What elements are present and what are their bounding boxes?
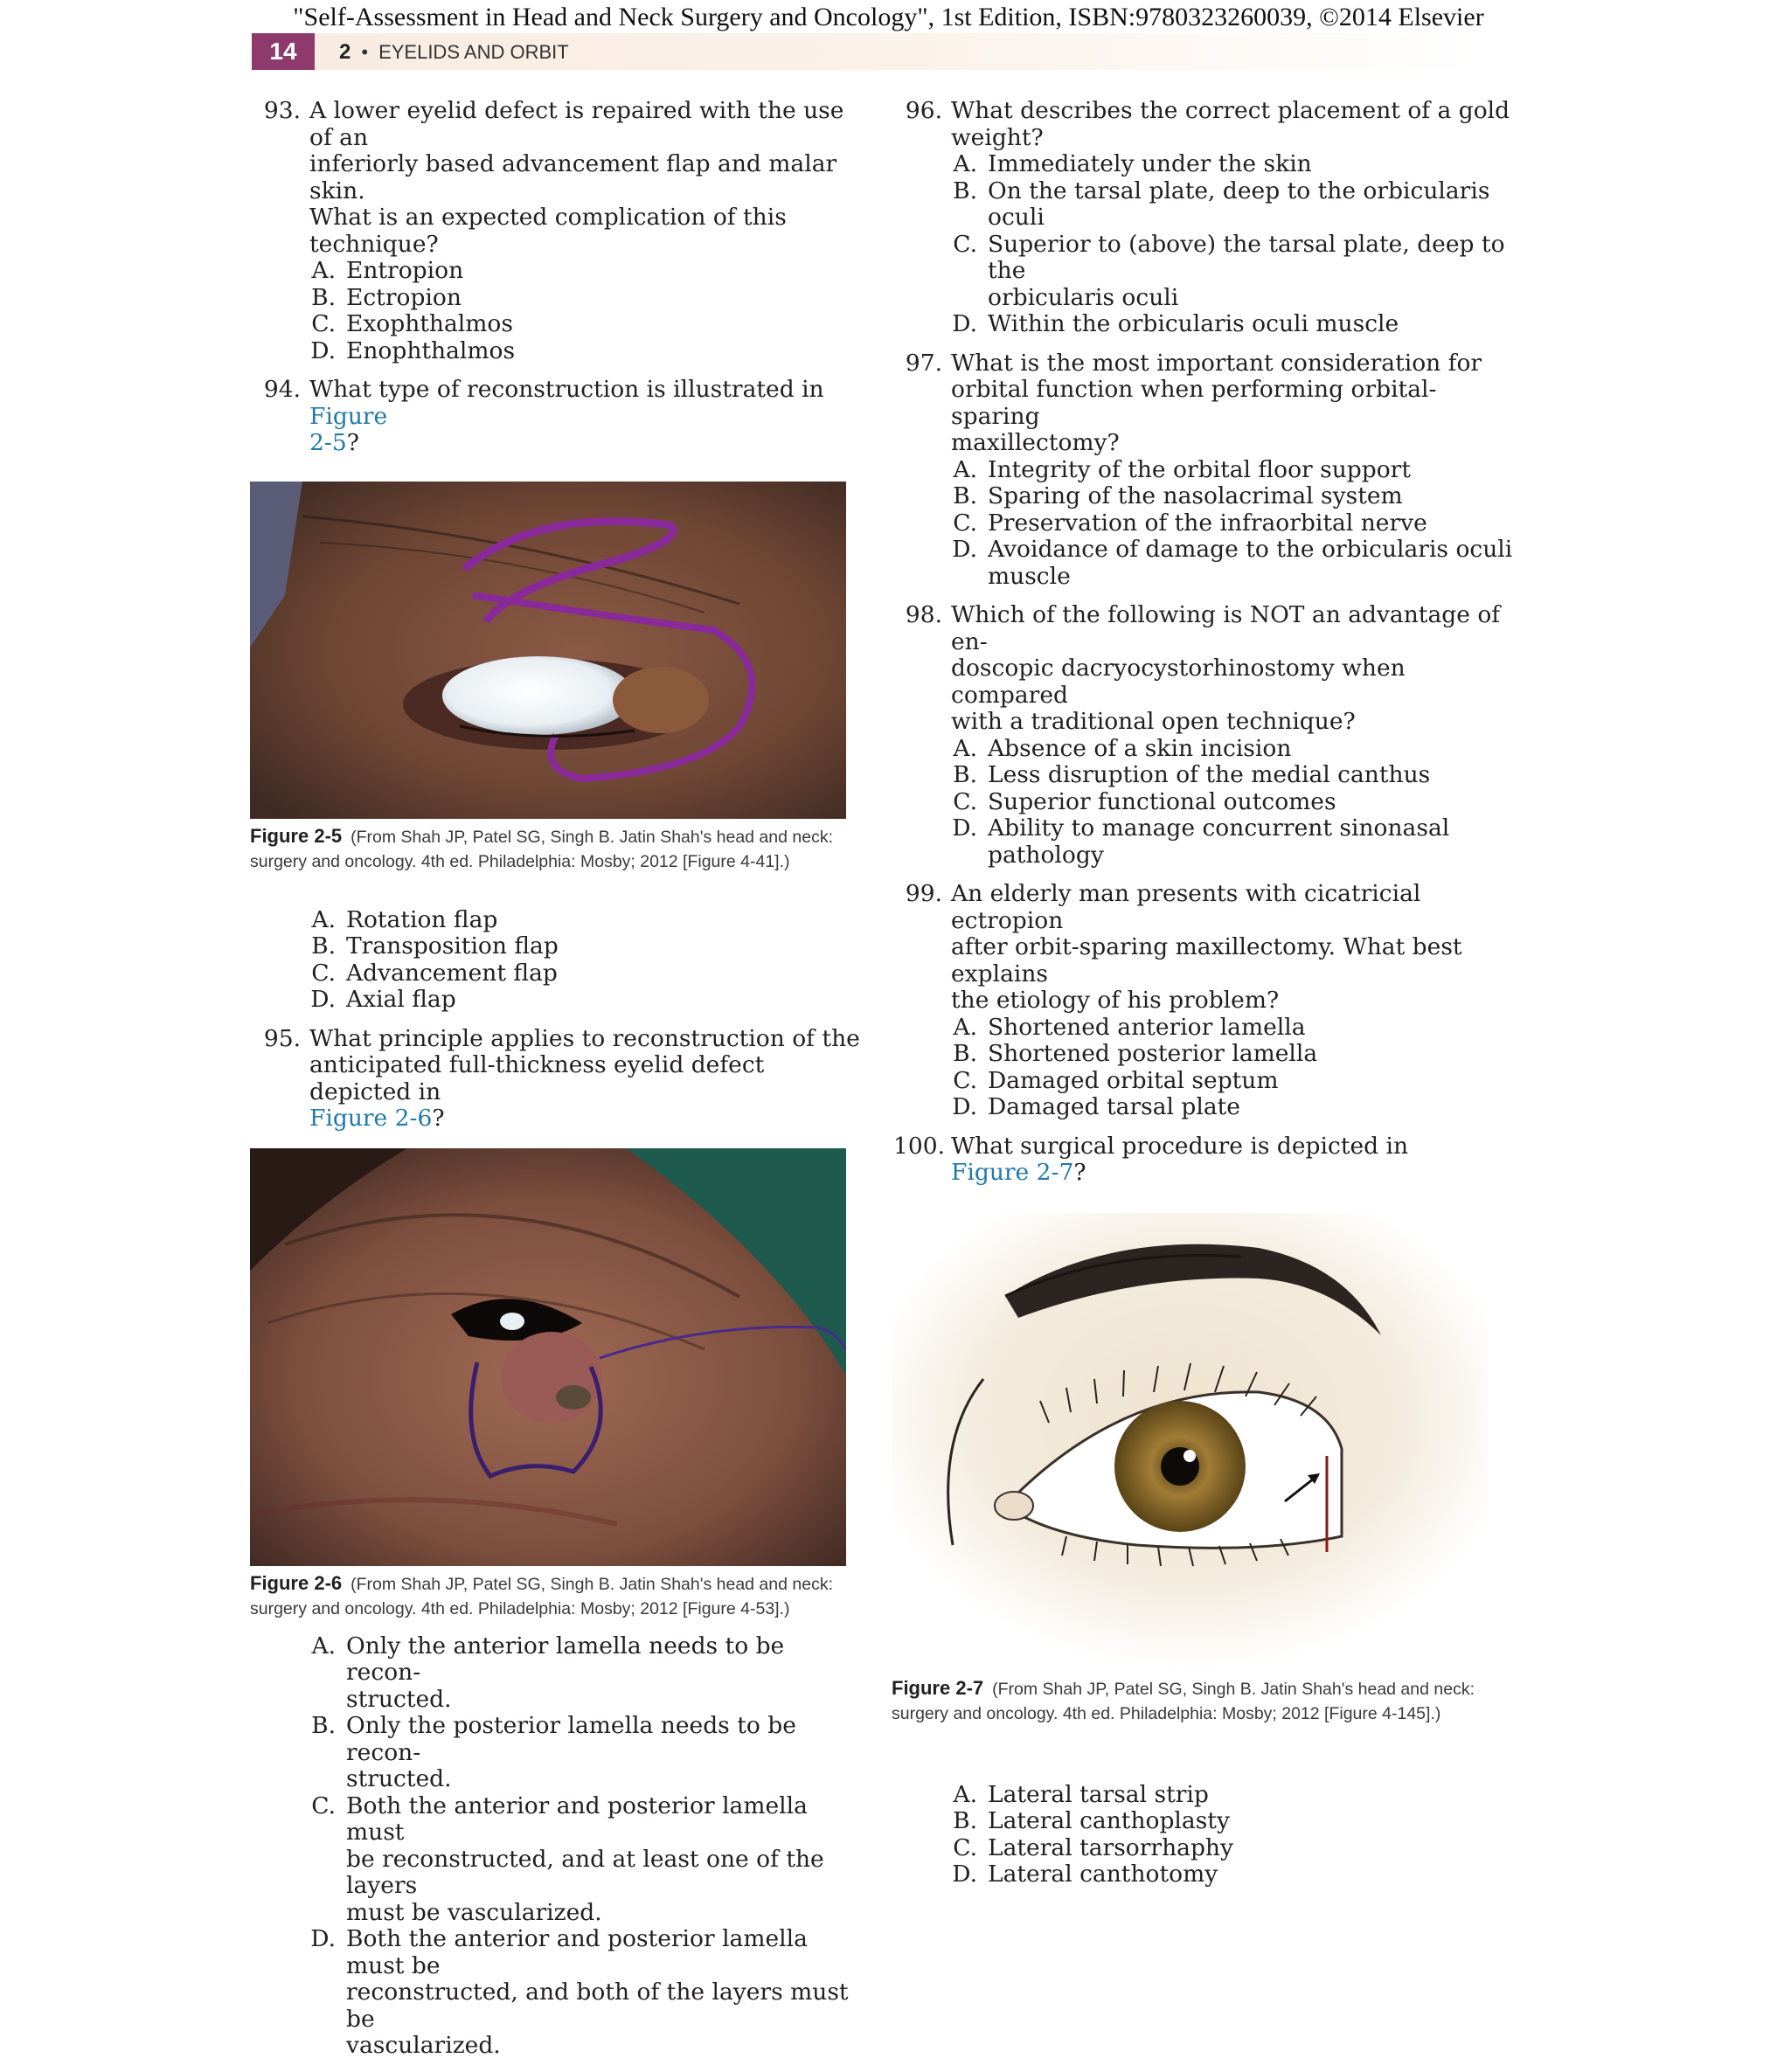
question-number: 97. — [905, 349, 942, 377]
option-c: C. Superior to (above) the tarsal plate, deep to the orbicularis oculi — [953, 230, 1505, 311]
chapter-title: EYELIDS AND ORBIT — [378, 41, 569, 63]
stem-line: inferiorly based advancement flap and malar skin. — [309, 150, 837, 204]
option-c: C. Preservation of the infraorbital nerve — [953, 509, 1427, 537]
option-c: C. Superior functional outcomes — [953, 787, 1336, 815]
option-b: B. Sparing of the nasolacrimal system — [953, 482, 1403, 509]
option-c: C. Lateral tarsorrhaphy — [953, 1833, 1233, 1861]
answer-options — [951, 151, 1516, 338]
running-head — [252, 33, 1475, 70]
option-d: D. Enophthalmos — [310, 336, 516, 364]
chapter-heading — [339, 33, 569, 70]
question-98 — [904, 602, 1516, 869]
stem-line: A lower eyelid defect is repaired with the use of an — [309, 97, 844, 151]
option-b: B. On the tarsal plate, deep to the orbicularis oculi — [953, 177, 1490, 231]
question-stem — [309, 98, 865, 258]
figure-2-5-photo — [250, 482, 846, 819]
option-a: A. Absence of a skin incision — [953, 734, 1292, 762]
option-d: D. Within the orbicularis oculi muscle — [952, 310, 1399, 337]
figure-2-5-caption: Figure 2-5 (From Shah JP, Patel SG, Singh B. Jatin Shah's head and neck: surgery and oncology. 4th ed. Philadelphia: Mosby; 2012 [Figure 4-41].) — [250, 824, 833, 871]
question-100 — [893, 1132, 1516, 1187]
question-number: 93. — [263, 97, 301, 124]
option-a: A. Only the anterior lamella needs to be recon- structed. — [311, 1632, 785, 1713]
question-stem: What describes the correct placement of a gold weight? — [951, 97, 1510, 151]
option-b: B. Lateral canthoplasty — [953, 1807, 1230, 1834]
option-a: A. Rotation flap — [311, 905, 498, 933]
answer-options — [951, 1015, 1516, 1121]
figure-link[interactable]: 2-5 — [309, 429, 347, 456]
option-b: B. Transposition flap — [311, 932, 559, 960]
option-c: C. Advancement flap — [311, 959, 558, 987]
separator-dot: • — [361, 41, 369, 63]
option-c: C. Damaged orbital septum — [953, 1066, 1279, 1094]
question-number: 99. — [905, 880, 942, 907]
option-d: D. Avoidance of damage to the orbicularis oculi muscle — [952, 536, 1513, 590]
figure-label: Figure 2-6 — [250, 1571, 343, 1594]
question-number: 98. — [905, 601, 942, 628]
figure-2-5 — [250, 482, 846, 874]
question-97 — [904, 350, 1516, 591]
question-stem: What principle applies to reconstruction of the anticipated full-thickness eyelid defect depicted in Figure 2-6? — [309, 1024, 860, 1132]
option-d: D. Damaged tarsal plate — [952, 1093, 1240, 1120]
figure-2-7 — [892, 1213, 1488, 1726]
question-stem: An elderly man presents with cicatricial ectropion after orbit-sparing maxillectomy. What best explains the etiology of his problem? — [951, 880, 1462, 1014]
option-a: A. Immediately under the skin — [953, 150, 1312, 177]
figure-2-6-caption: Figure 2-6 (From Shah JP, Patel SG, Singh B. Jatin Shah's head and neck: surgery and oncology. 4th ed. Philadelphia: Mosby; 2012 [Figure 4-53].) — [250, 1571, 833, 1618]
chapter-number: 2 — [339, 40, 351, 64]
question-95 — [262, 1026, 865, 1133]
question-95-options — [262, 1633, 865, 2060]
option-b: B. Shortened posterior lamella — [953, 1040, 1318, 1067]
figure-link[interactable]: Figure 2-6 — [309, 1105, 433, 1132]
book-citation-banner: "Self-Assessment in Head and Neck Surgery and Oncology", 1st Edition, ISBN:9780323260039, ©2014 Elsevier — [293, 3, 1484, 31]
figure-link[interactable]: Figure 2-7 — [951, 1159, 1074, 1186]
option-c: C. Both the anterior and posterior lamella must be reconstructed, and at least one of the layers must be vascularized. — [311, 1791, 824, 1926]
question-stem: What is the most important consideration for orbital function when performing orbital-sparing maxillectomy? — [951, 349, 1482, 456]
question-number: 95. — [263, 1024, 301, 1052]
question-94 — [262, 377, 865, 457]
option-d: D. Ability to manage concurrent sinonasal pathology — [952, 814, 1450, 869]
option-a: A. Integrity of the orbital floor support — [953, 455, 1411, 483]
figure-label: Figure 2-7 — [892, 1676, 984, 1699]
figure-2-7-caption: Figure 2-7 (From Shah JP, Patel SG, Singh B. Jatin Shah's head and neck: surgery and oncology. 4th ed. Philadelphia: Mosby; 2012 [Figure 4-145].) — [892, 1676, 1475, 1723]
option-b: B. Ectropion — [311, 283, 462, 311]
question-number: 96. — [905, 97, 942, 124]
question-99 — [904, 881, 1516, 1121]
question-94-options — [262, 907, 865, 1014]
question-93 — [262, 98, 865, 364]
figure-2-6-photo — [250, 1148, 846, 1566]
right-column — [892, 97, 1516, 1901]
stem-line: What is an expected complication of this technique? — [309, 204, 787, 258]
option-b: B. Only the posterior lamella needs to be recon- structed. — [311, 1712, 796, 1792]
question-stem: Which of the following is NOT an advantage of en- doscopic dacryocystorhinostomy when compared with a traditional open technique? — [951, 601, 1501, 735]
figure-2-7-illustration — [892, 1213, 1488, 1667]
question-number: 94. — [263, 376, 301, 403]
question-stem: What surgical procedure is depicted in Figure 2-7? — [951, 1132, 1409, 1186]
option-a: A. Shortened anterior lamella — [953, 1013, 1306, 1041]
figure-label: Figure 2-5 — [250, 824, 343, 847]
option-b: B. Less disruption of the medial canthus — [953, 761, 1431, 788]
figure-2-6 — [250, 1148, 846, 1621]
option-d: D. Lateral canthotomy — [952, 1861, 1218, 1888]
option-a: A. Lateral tarsal strip — [953, 1780, 1209, 1808]
question-100-options — [904, 1782, 1516, 1888]
option-c: C. Exophthalmos — [311, 310, 513, 337]
answer-options — [309, 258, 865, 364]
option-a: A. Entropion — [311, 257, 464, 284]
page-number: 14 — [252, 33, 315, 70]
option-d: D. Axial flap — [310, 986, 456, 1013]
question-stem: What type of reconstruction is illustrated in Figure 2-5? — [309, 376, 824, 456]
question-number: 100. — [893, 1132, 946, 1160]
option-d: D. Both the anterior and posterior lamella must be reconstructed, and both of the layers must be vascularized. — [310, 1925, 849, 2059]
left-column — [250, 97, 865, 2072]
question-96 — [904, 98, 1516, 338]
answer-options — [951, 457, 1516, 591]
answer-options — [951, 736, 1516, 870]
figure-link[interactable]: Figure — [309, 402, 388, 430]
